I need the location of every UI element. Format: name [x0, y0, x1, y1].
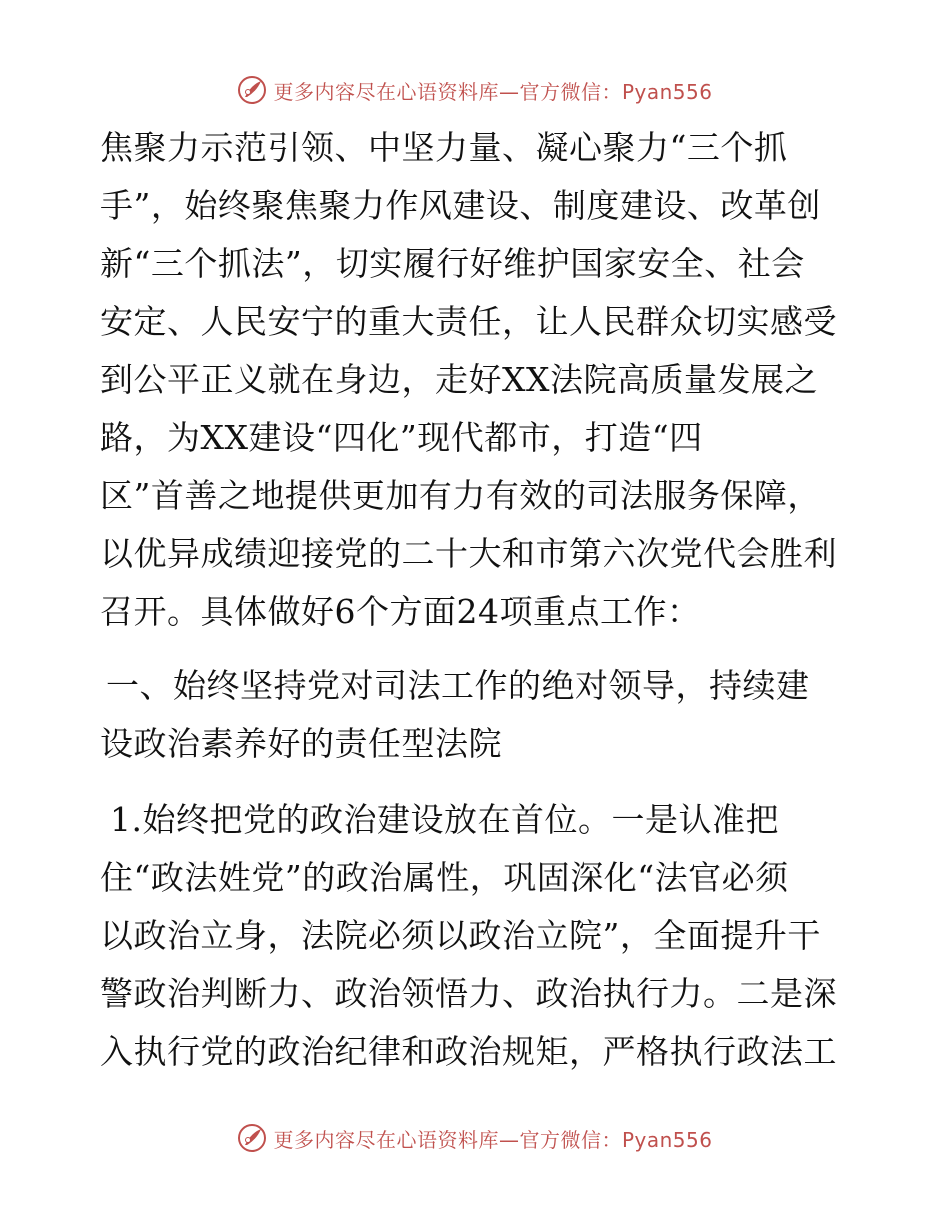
text-line: 安定、人民安宁的重大责任，让人民群众切实感受 [100, 302, 837, 341]
text-line: 区”首善之地提供更加有力有效的司法服务保障， [100, 476, 821, 515]
watermark-text: 更多内容尽在心语资料库—官方微信：Pyan556 [273, 79, 713, 104]
subsection-line: 1.始终把党的政治建设放在首位。一是认准把 [110, 800, 779, 839]
text-line: 警政治判断力、政治领悟力、政治执行力。二是深 [100, 974, 837, 1013]
watermark-text: 更多内容尽在心语资料库—官方微信：Pyan556 [273, 1127, 713, 1152]
text-line: 新“三个抓法”，切实履行好维护国家安全、社会 [100, 244, 805, 283]
quill-logo-icon [237, 1123, 267, 1153]
text-line: 召开。具体做好6个方面24项重点工作： [100, 592, 701, 631]
text-line: 到公平正义就在身边，走好XX法院高质量发展之 [100, 360, 818, 399]
footer-watermark [0, 1123, 950, 1153]
text-line: 以优异成绩迎接党的二十大和市第六次党代会胜利 [100, 534, 837, 573]
quill-logo-icon [237, 75, 267, 105]
text-line: 入执行党的政治纪律和政治规矩，严格执行政法工 [100, 1032, 837, 1071]
text-line: 手”，始终聚焦聚力作风建设、制度建设、改革创 [100, 186, 821, 225]
header-watermark [0, 75, 950, 105]
section-heading-cont: 设政治素养好的责任型法院 [100, 724, 502, 763]
text-line: 焦聚力示范引领、中坚力量、凝心聚力“三个抓 [100, 128, 788, 167]
text-line: 以政治立身，法院必须以政治立院”，全面提升干 [100, 916, 821, 955]
section-heading: 一、始终坚持党对司法工作的绝对领导，持续建 [106, 666, 810, 705]
text-line: 住“政法姓党”的政治属性，巩固深化“法官必须 [100, 858, 789, 897]
text-line: 路，为XX建设“四化”现代都市，打造“四 [100, 418, 703, 457]
